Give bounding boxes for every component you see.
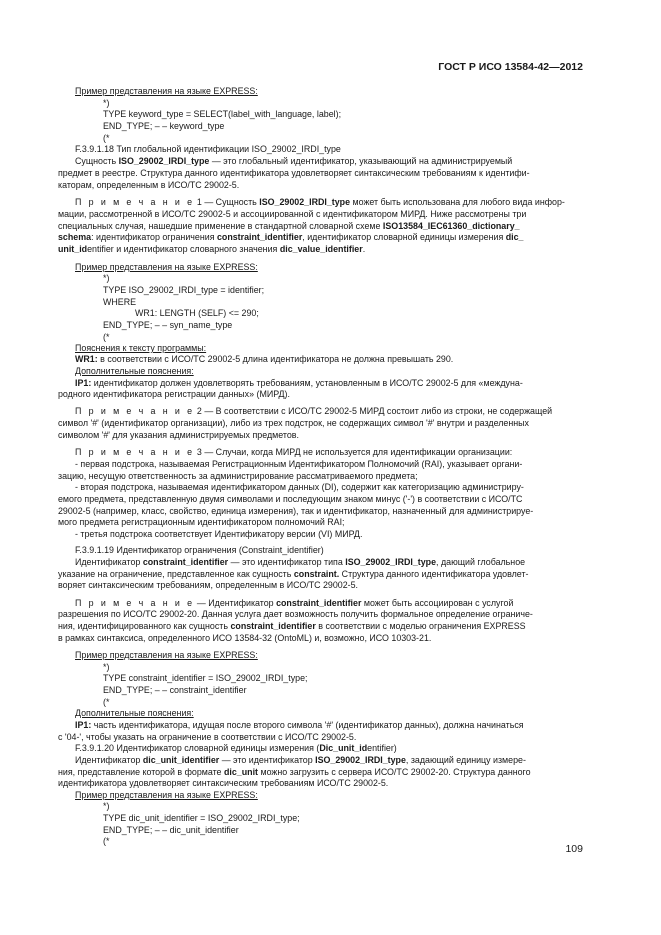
- code-line: TYPE constraint_identifier = ISO_29002_IRDI_type;: [103, 673, 308, 683]
- code-line: *): [103, 98, 110, 108]
- list-line: - первая подстрока, называемая Регистрационным Идентификатором Полномочий (RAI), указывает органи-: [75, 459, 523, 469]
- code-line: (*: [103, 133, 110, 143]
- section-heading: F.3.9.1.18 Тип глобальной идентификации ISO_29002_IRDI_type: [75, 144, 341, 154]
- code-line: END_TYPE; – – keyword_type: [103, 121, 225, 131]
- code-line: WHERE: [103, 297, 137, 307]
- note-line: П р и м е ч а н и е 2 — В соответствии с ИСО/ТС 29002-5 МИРД состоит либо из строки, не содержащей: [75, 406, 553, 416]
- note-line: мации, рассмотренной в ИСО/ТС 29002-5 и ассоциированной с идентификатором МИРД. Ниже рассмотрены три: [58, 209, 527, 219]
- code-line: *): [103, 273, 110, 283]
- paragraph-line: WR1: в соответствии с ИСО/ТС 29002-5 длина идентификатора не должна превышать 290.: [75, 354, 454, 364]
- paragraph-line: ния, представление которой в формате dic_unit можно загрузить с сервера ИСО/ТС 29002-20. Структура данного: [58, 767, 531, 777]
- example-heading: Пример представления на языке EXPRESS:: [75, 262, 258, 272]
- code-line: TYPE keyword_type = SELECT(label_with_language, label);: [103, 109, 342, 119]
- note-line: П р и м е ч а н и е 3 — Случаи, когда МИРД не используется для идентификации организации:: [75, 447, 513, 457]
- note-line: символ '#' (идентификатор организации), либо из трех подстрок, не содержащих символ '#' внутри и разделенных: [58, 418, 529, 428]
- code-line: WR1: LENGTH (SELF) <= 290;: [135, 308, 259, 318]
- paragraph-line: предмет в реестре. Структура данного идентификатора удовлетворяет синтаксическим требованиям к идентифи-: [58, 168, 530, 178]
- note-line: разрешения по ИСО/ТС 29002-20. Данная услуга дает возможность получить формальное определение ограниче-: [58, 609, 533, 619]
- note-line: П р и м е ч а н и е — Идентификатор constraint_identifier может быть ассоциирован с услугой: [75, 598, 514, 608]
- code-line: *): [103, 662, 110, 672]
- section-heading: F.3.9.1.20 Идентификатор словарной единицы измерения (Dic_unit_identifier): [75, 743, 397, 753]
- section-heading: F.3.9.1.19 Идентификатор ограничения (Constraint_identifier): [75, 545, 324, 555]
- note-line: schema: идентификатор ограничения constraint_identifier, идентификатор словарной единицы измерения dic_: [58, 232, 524, 242]
- paragraph-line: воряет синтаксическим требованиям, определенным в ИСО/ТС 29002-5.: [58, 580, 359, 590]
- paragraph-line: IP1: идентификатор должен удовлетворять требованиям, установленным в ИСО/ТС 29002-5 для «междуна-: [75, 378, 523, 388]
- code-line: END_TYPE; – – syn_name_type: [103, 320, 233, 330]
- list-line: 29002-5 (например, класс, свойство, единица измерения), так и идентификатор, назначенный для администрируе-: [58, 506, 534, 516]
- paragraph-line: родного идентификатора регистрации данных» (МИРД).: [58, 389, 290, 399]
- paragraph-line: Сущность ISO_29002_IRDI_type — это глобальный идентификатор, указывающий на администрируемый: [75, 156, 513, 166]
- running-header: ГОСТ Р ИСО 13584-42—2012: [438, 61, 583, 73]
- explanation-heading: Дополнительные пояснения:: [75, 366, 194, 376]
- paragraph-line: идентификатора удовлетворяет синтаксическим требованиям ИСО/ТС 29002-5.: [58, 778, 389, 788]
- list-line: мого предмета регистрационным идентификатором полномочий RAI;: [58, 517, 345, 527]
- note-line: П р и м е ч а н и е 1 — Сущность ISO_29002_IRDI_type может быть использована для любого вида инфор-: [75, 197, 565, 207]
- code-line: TYPE dic_unit_identifier = ISO_29002_IRDI_type;: [103, 813, 300, 823]
- example-heading: Пример представления на языке EXPRESS:: [75, 650, 258, 660]
- paragraph-line: каторам, определенным в ИСО/ТС 29002-5.: [58, 180, 240, 190]
- example-heading: Пример представления на языке EXPRESS:: [75, 790, 258, 800]
- note-line: ния, идентифицированного как сущность constraint_identifier в соответствии с моделью ограничения EXPRESS: [58, 621, 526, 631]
- paragraph-line: указание на ограничение, представленное как сущность constraint. Структура данного идентификатора удовлет-: [58, 569, 529, 579]
- explanation-heading: Пояснения к тексту программы:: [75, 343, 207, 353]
- code-line: (*: [103, 332, 110, 342]
- list-line: емого предмета, представленную двумя символами и последующим знаком минус ('-') в соответствии с ИСО/ТС: [58, 494, 523, 504]
- note-line: специальных случая, нашедшие применение в стандартной словарной схеме ISO13584_IEC61360_dictionary_: [58, 221, 520, 231]
- code-line: TYPE ISO_29002_IRDI_type = identifier;: [103, 285, 265, 295]
- list-line: зацию, несущую ответственность за администрирование рассматриваемого предмета;: [58, 471, 418, 481]
- example-heading: Пример представления на языке EXPRESS:: [75, 86, 258, 96]
- code-line: *): [103, 801, 110, 811]
- note-line: в рамках синтаксиса, определенного ИСО 13584-32 (OntoML) и, возможно, ИСО 10303-21.: [58, 633, 432, 643]
- code-line: END_TYPE; – – dic_unit_identifier: [103, 825, 239, 835]
- note-line: символом '#' для указания администрируемых предметов.: [58, 430, 299, 440]
- paragraph-line: IP1: часть идентификатора, идущая после второго символа '#' (идентификатор данных), должна начинаться: [75, 720, 524, 730]
- code-line: (*: [103, 836, 110, 846]
- list-line: - третья подстрока соответствует Идентификатору версии (VI) МИРД.: [75, 529, 363, 539]
- list-line: - вторая подстрока, называемая идентификатором данных (DI), содержит как категоризацию администриру-: [75, 482, 524, 492]
- code-line: END_TYPE; – – constraint_identifier: [103, 685, 247, 695]
- code-line: (*: [103, 697, 110, 707]
- page-number: 109: [565, 843, 583, 855]
- paragraph-line: Идентификатор constraint_identifier — это идентификатор типа ISO_29002_IRDI_type, дающий глобальное: [75, 557, 526, 567]
- paragraph-line: с '04-', чтобы указать на ограничение в соответствии с ИСО/ТС 29002-5.: [58, 732, 357, 742]
- note-line: unit_identifier и идентификатор словарного значения dic_value_identifier.: [58, 244, 366, 254]
- paragraph-line: Идентификатор dic_unit_identifier — это идентификатор ISO_29002_IRDI_type, задающий единицу измере-: [75, 755, 526, 765]
- explanation-heading: Дополнительные пояснения:: [75, 708, 194, 718]
